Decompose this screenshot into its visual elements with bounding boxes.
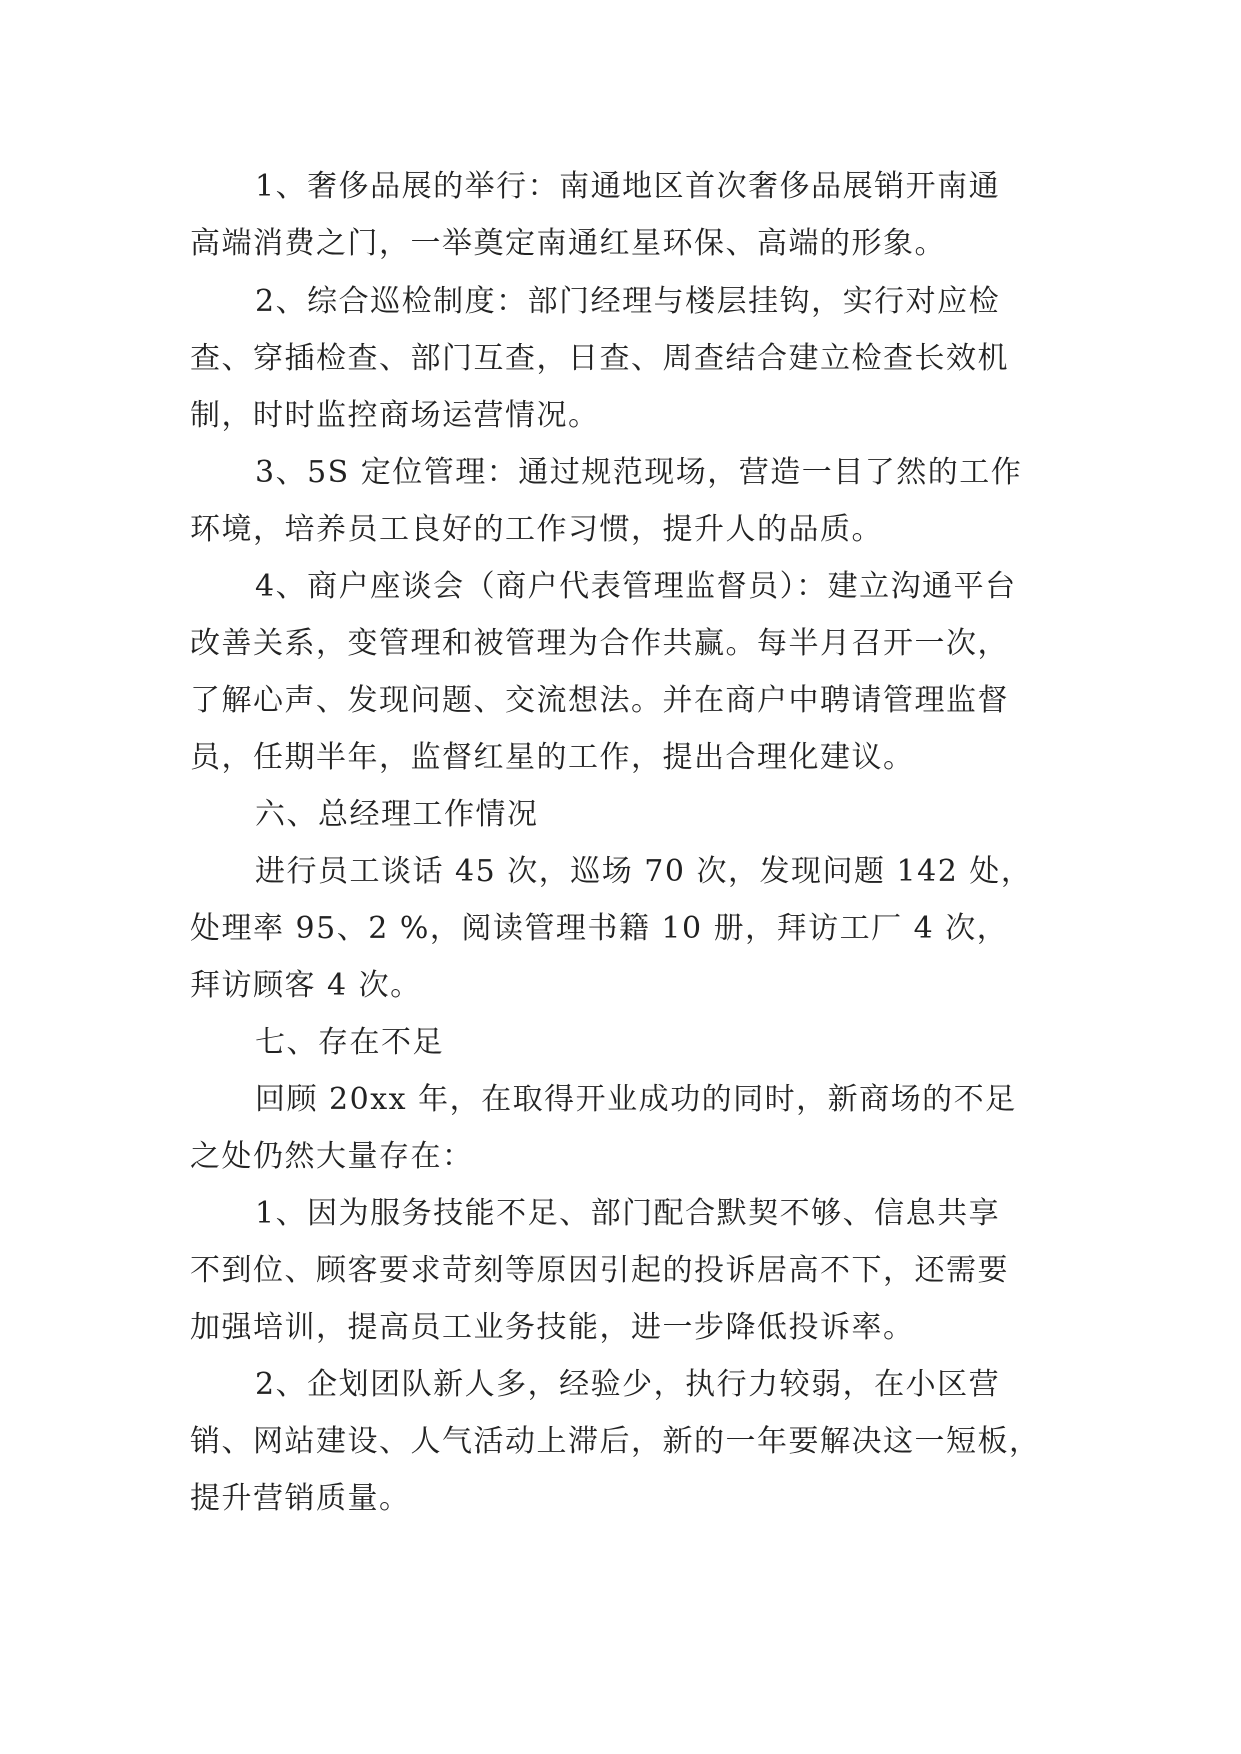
text-line: 制，时时监控商场运营情况。 bbox=[190, 398, 600, 433]
text-line: 改善关系，变管理和被管理为合作共赢。每半月召开一次， bbox=[190, 626, 1009, 661]
text-line: 之处仍然大量存在： bbox=[190, 1139, 474, 1174]
text-line: 3、5S 定位管理：通过规范现场，营造一目了然的工作 bbox=[255, 455, 1023, 490]
text-line: 查、穿插检查、部门互查，日查、周查结合建立检查长效机 bbox=[190, 341, 1009, 376]
text-line: 2、企划团队新人多，经验少，执行力较弱，在小区营 bbox=[255, 1367, 1001, 1402]
text-line: 1、奢侈品展的举行：南通地区首次奢侈品展销开南通 bbox=[255, 169, 1001, 204]
text-line: 拜访顾客 4 次。 bbox=[190, 968, 422, 1003]
text-line: 处理率 95、2 %，阅读管理书籍 10 册，拜访工厂 4 次， bbox=[190, 911, 1009, 946]
text-line: 不到位、顾客要求苛刻等原因引起的投诉居高不下，还需要 bbox=[190, 1253, 1009, 1288]
section-heading: 七、存在不足 bbox=[255, 1025, 444, 1060]
text-line: 环境，培养员工良好的工作习惯，提升人的品质。 bbox=[190, 512, 883, 547]
text-line: 销、网站建设、人气活动上滞后，新的一年要解决这一短板， bbox=[190, 1424, 1041, 1459]
text-line: 了解心声、发现问题、交流想法。并在商户中聘请管理监督 bbox=[190, 683, 1009, 718]
text-line: 2、综合巡检制度：部门经理与楼层挂钩，实行对应检 bbox=[255, 284, 1001, 319]
section-heading: 六、总经理工作情况 bbox=[255, 797, 539, 832]
text-line: 提升营销质量。 bbox=[190, 1481, 411, 1516]
text-line: 高端消费之门，一举奠定南通红星环保、高端的形象。 bbox=[190, 226, 946, 261]
text-line: 进行员工谈话 45 次，巡场 70 次，发现问题 142 处， bbox=[255, 854, 1033, 889]
text-line: 加强培训，提高员工业务技能，进一步降低投诉率。 bbox=[190, 1310, 915, 1345]
text-line: 1、因为服务技能不足、部门配合默契不够、信息共享 bbox=[255, 1196, 1001, 1231]
text-line: 回顾 20xx 年，在取得开业成功的同时，新商场的不足 bbox=[255, 1082, 1017, 1117]
text-line: 4、商户座谈会（商户代表管理监督员）：建立沟通平台 bbox=[255, 569, 1017, 604]
text-line: 员，任期半年，监督红星的工作，提出合理化建议。 bbox=[190, 740, 915, 775]
